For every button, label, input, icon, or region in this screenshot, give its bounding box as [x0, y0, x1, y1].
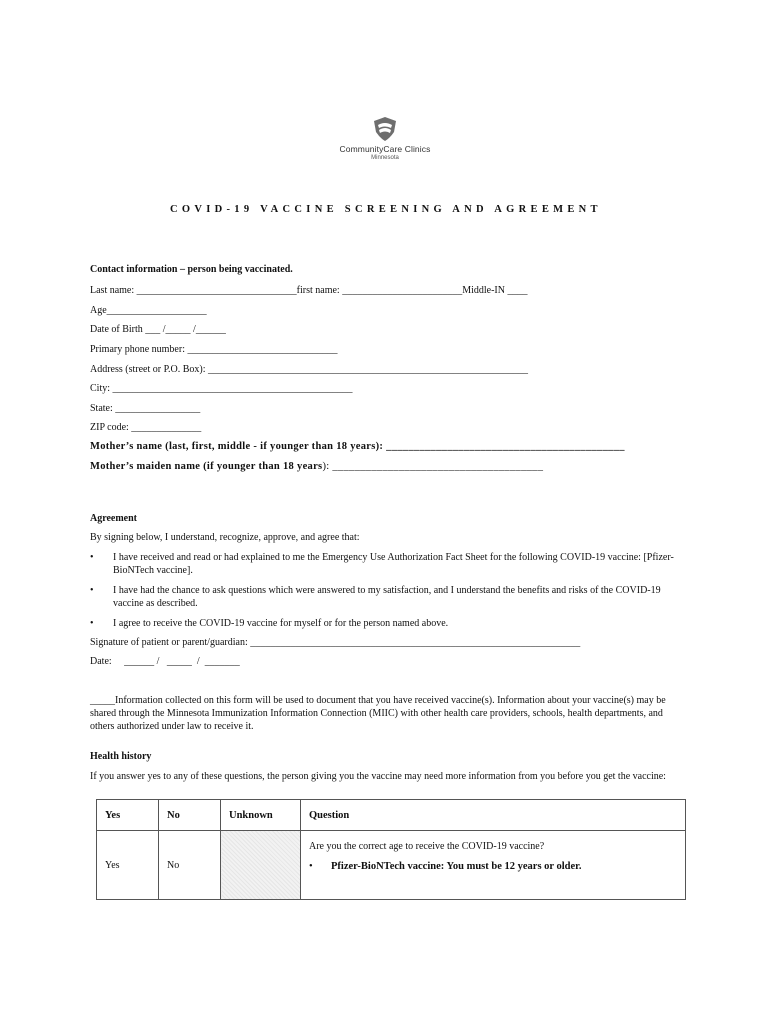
- answer-no-cell[interactable]: No: [159, 831, 221, 900]
- logo-subtitle: Minnesota: [371, 155, 399, 161]
- address-field-line[interactable]: Address (street or P.O. Box): ________________________________________________________________: [90, 364, 529, 375]
- agreement-intro: By signing below, I understand, recognize, approve, and agree that:: [90, 532, 360, 543]
- date-field-line[interactable]: Date: ______ / _____ / _______: [90, 656, 240, 667]
- city-field-line[interactable]: City: ________________________________________________: [90, 383, 353, 394]
- age-field-line[interactable]: Age____________________: [90, 305, 207, 316]
- mother-maiden-label: Mother’s maiden name (if younger than 18 years: [90, 461, 323, 472]
- logo-name: CommunityCare Clinics: [339, 144, 431, 154]
- column-header-unknown: Unknown: [221, 800, 301, 831]
- table-header-row: [97, 800, 686, 831]
- health-intro: If you answer yes to any of these questions, the person giving you the vaccine may need more information from you before you get the vaccine:: [90, 771, 666, 782]
- health-history-table: [96, 799, 686, 900]
- mother-maiden-field-line[interactable]: [90, 461, 543, 473]
- bullet-icon: •: [90, 585, 94, 596]
- question-cell: [301, 831, 686, 900]
- agreement-item-text: I have had the chance to ask questions which were answered to my satisfaction, and I understand the benefits and risks of the COVID-19 vaccine as described.: [113, 585, 661, 609]
- column-header-question: Question: [301, 800, 686, 831]
- question-detail-text: Pfizer-BioNTech vaccine: You must be 12 years or older.: [331, 861, 582, 872]
- agreement-item: [90, 551, 680, 577]
- bullet-icon: •: [90, 552, 94, 563]
- agreement-heading: Agreement: [90, 513, 138, 524]
- mother-maiden-blank: ): ______________________________________: [322, 461, 544, 472]
- answer-unknown-cell[interactable]: [221, 831, 301, 900]
- mother-name-field-line[interactable]: Mother’s name (last, first, middle - if younger than 18 years): ___________________________________________: [90, 441, 625, 452]
- signature-field-line[interactable]: Signature of patient or parent/guardian: __________________________________________________________________: [90, 637, 581, 648]
- phone-field-line[interactable]: Primary phone number: ______________________________: [90, 344, 338, 355]
- agreement-item-text: I agree to receive the COVID-19 vaccine for myself or for the person named above.: [113, 618, 449, 629]
- clinic-logo: [330, 116, 440, 161]
- state-field-line[interactable]: State: _________________: [90, 403, 201, 414]
- zip-field-line[interactable]: ZIP code: ______________: [90, 422, 202, 433]
- dob-field-line[interactable]: Date of Birth ___ /_____ /______: [90, 324, 226, 335]
- contact-heading: Contact information – person being vaccinated.: [90, 264, 293, 275]
- health-heading: Health history: [90, 751, 152, 762]
- agreement-item: [90, 584, 680, 610]
- question-text: Are you the correct age to receive the COVID-19 vaccine?: [309, 841, 545, 852]
- bullet-icon: •: [309, 861, 313, 872]
- agreement-item: [90, 617, 680, 630]
- bullet-icon: •: [90, 618, 94, 629]
- answer-yes-cell[interactable]: Yes: [97, 831, 159, 900]
- info-paragraph: _____Information collected on this form will be used to document that you have received vaccine(s). Information about your vaccine(s) may be shared through the Minnesota Immunization Information Connection (MIIC) with other health care providers, schools, health departments, and others authorized under law to receive it.: [90, 695, 666, 732]
- shield-icon: [372, 116, 398, 142]
- name-field-line[interactable]: Last name: ________________________________first name: ________________________Middle-IN ____: [90, 285, 528, 296]
- column-header-yes: Yes: [97, 800, 159, 831]
- agreement-item-text: I have received and read or had explained to me the Emergency Use Authorization Fact Sheet for the following COVID-19 vaccine: [Pfizer-BioNTech vaccine].: [113, 552, 674, 576]
- column-header-no: No: [159, 800, 221, 831]
- form-title: COVID-19 VACCINE SCREENING AND AGREEMENT: [170, 204, 602, 215]
- table-row: [97, 831, 686, 900]
